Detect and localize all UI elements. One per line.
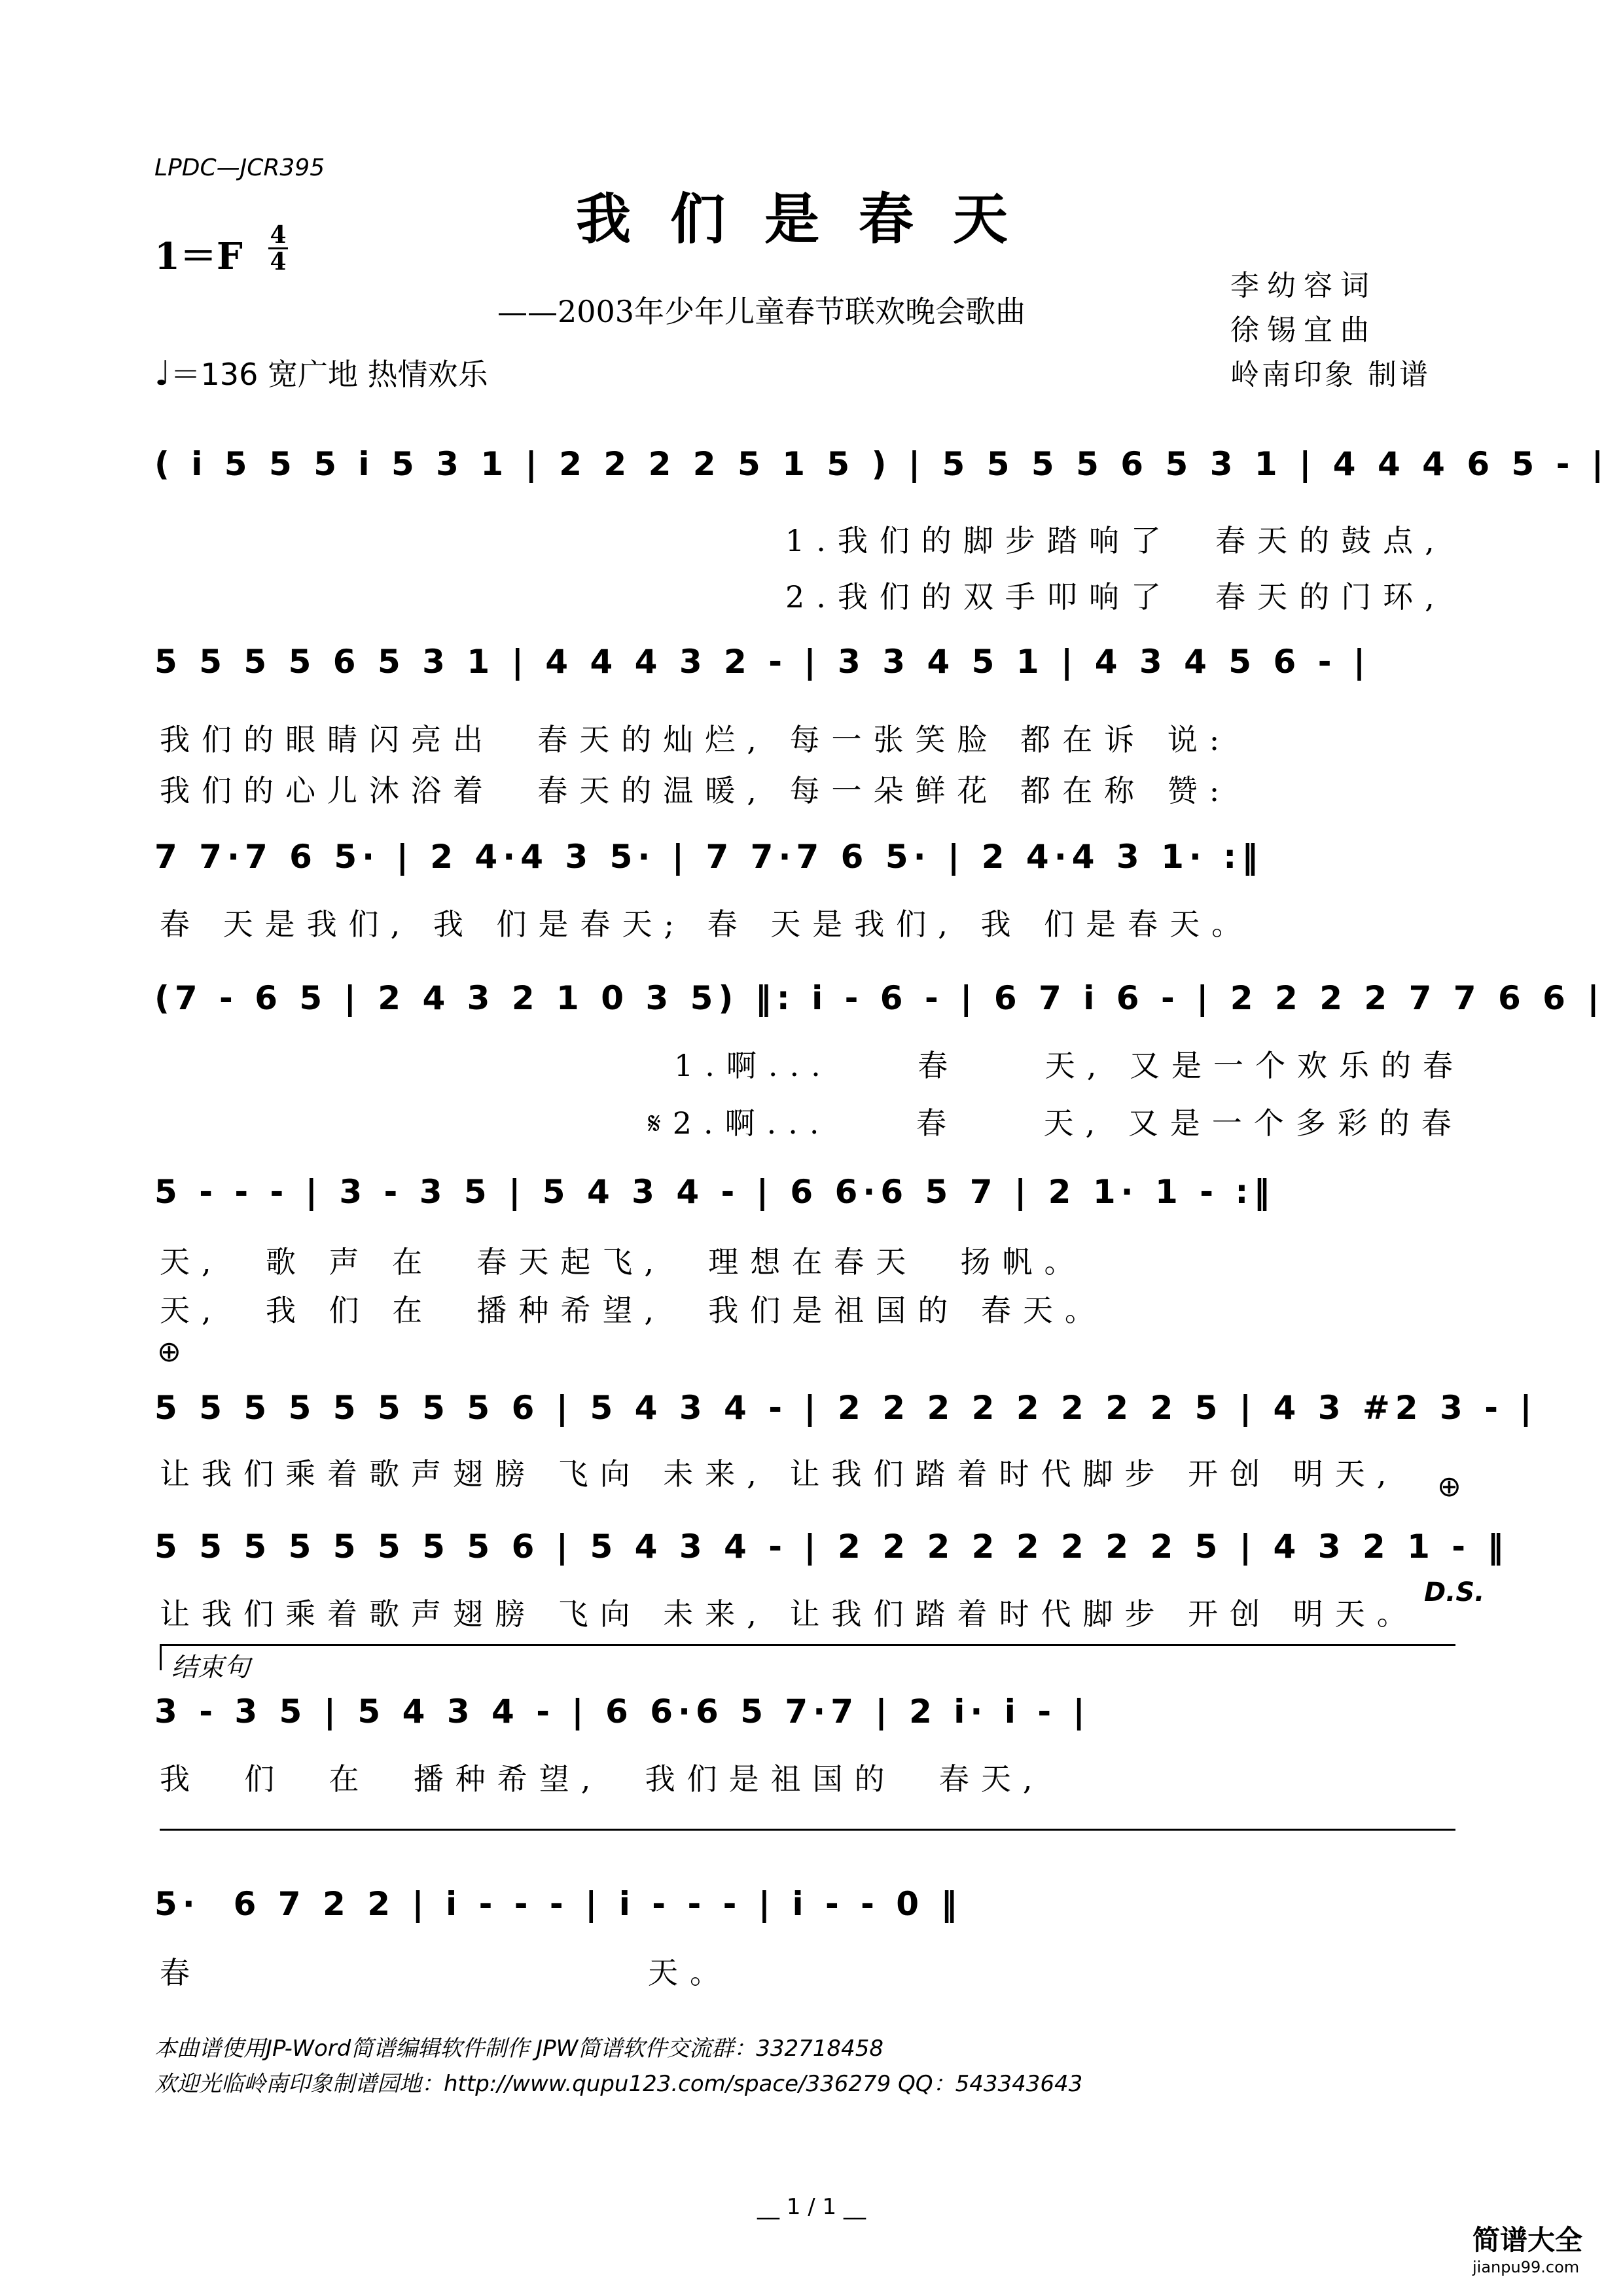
time-signature (268, 223, 288, 274)
lyricist: 李幼容词 (1230, 269, 1377, 302)
arranger: 岭南印象 制谱 (1230, 358, 1431, 391)
footer-line-2: 欢迎光临岭南印象制谱园地：http://www.qupu123.com/space/336279 QQ：543343643 (154, 2071, 1083, 2097)
footer-line-1: 本曲谱使用JP-Word简谱编辑软件制作 JPW简谱软件交流群：332718458 (154, 2036, 883, 2062)
lyrics-row-5-verse-1: 天, 歌 声 在 春天起飞, 理想在春天 扬帆。 (160, 1244, 1086, 1280)
coda-bracket-edge (160, 1644, 162, 1670)
score-code: LPDC—JCR395 (154, 154, 325, 181)
lyrics-row-4-verse-1: 1.啊... 春 天, 又是一个欢乐的春 (674, 1048, 1465, 1083)
lyrics-row-8: 我 们 在 播种希望, 我们是祖国的 春天, (160, 1761, 1044, 1797)
lyrics-row-4-verse-2: 𝄋2.啊... 春 天, 又是一个多彩的春 (648, 1105, 1463, 1141)
time-sig-top: 4 (270, 221, 287, 249)
notes-row-9: 5· 6 7 2 2 | i - - - | i - - - | i - - 0 ‖ (154, 1885, 963, 1923)
lyrics-row-2-verse-2: 我们的心儿沐浴着 春天的温暖, 每一朵鲜花 都在称 赞: (160, 773, 1232, 808)
lyrics-row-9-end: 天。 (648, 1955, 732, 1990)
final-bracket-line (160, 1829, 1455, 1831)
site-logo (1472, 2219, 1582, 2276)
notes-row-2: 5 5 5 5 6 5 3 1 | 4 4 4 3 2 - | 3 3 4 5 1 | 4 3 4 5 6 - | (154, 643, 1371, 681)
notes-row-7: 5 5 5 5 5 5 5 5 6 | 5 4 3 4 - | 2 2 2 2 2 2 2 2 5 | 4 3 2 1 - ‖ (154, 1528, 1509, 1566)
notes-row-4: (7 - 6 5 | 2 4 3 2 1 0 3 5) ‖: i - 6 - | 6 7 i 6 - | 2 2 2 2 7 7 6 6 | (154, 979, 1605, 1017)
notes-row-5: 5 - - - | 3 - 3 5 | 5 4 3 4 - | 6 6·6 5 7 | 2 1· 1 - :‖ (154, 1173, 1275, 1211)
notes-row-1: ( i 5 5 5 i 5 3 1 | 2 2 2 2 5 1 5 ) | 5 5 5 5 6 5 3 1 | 4 4 4 6 5 - | (154, 445, 1609, 483)
lyrics-row-9-start: 春 (160, 1955, 202, 1990)
lyrics-row-2-verse-1: 我们的眼睛闪亮出 春天的灿烂, 每一张笑脸 都在诉 说: (160, 722, 1232, 757)
notes-row-6: 5 5 5 5 5 5 5 5 6 | 5 4 3 4 - | 2 2 2 2 2 2 2 2 5 | 4 3 #2 3 - | (154, 1389, 1537, 1427)
lyrics-row-5-verse-2: 天, 我 们 在 播种希望, 我们是祖国的 春天。 (160, 1293, 1107, 1328)
notes-row-3: 7 7·7 6 5· | 2 4·4 3 5· | 7 7·7 6 5· | 2 4·4 3 1· :‖ (154, 838, 1264, 876)
quarter-note-icon: ♩ (154, 354, 171, 393)
notes-row-8: 3 - 3 5 | 5 4 3 4 - | 6 6·6 5 7·7 | 2 i· i - | (154, 1693, 1090, 1731)
coda-icon: ⊕ (157, 1335, 181, 1369)
coda-label: 结束句 (171, 1653, 250, 1683)
lyrics-row-1-verse-2: 2.我们的双手叩响了 春天的门环, (785, 579, 1446, 615)
tempo-text: ＝136 宽广地 热情欢乐 (170, 357, 488, 392)
coda-bracket-line (160, 1644, 1455, 1646)
composer: 徐锡宜曲 (1230, 314, 1377, 347)
lyrics-row-7: 让我们乘着歌声翅膀 飞向 未来, 让我们踏着时代脚步 开创 明天。 (160, 1596, 1419, 1632)
lyrics-row-3: 春 天是我们, 我 们是春天; 春 天是我们, 我 们是春天。 (160, 906, 1254, 942)
lyrics-row-1-verse-1: 1.我们的脚步踏响了 春天的鼓点, (785, 523, 1446, 558)
page-title: 我们是春天 (575, 187, 1047, 251)
time-sig-bottom: 4 (270, 248, 287, 276)
subtitle: ——2003年少年儿童春节联欢晚会歌曲 (497, 294, 1026, 329)
logo-url: jianpu99.com (1472, 2258, 1580, 2276)
tempo-marking (154, 351, 488, 394)
lyrics-row-6: 让我们乘着歌声翅膀 飞向 未来, 让我们踏着时代脚步 开创 明天, (160, 1456, 1399, 1492)
key-signature: 1＝F (154, 235, 243, 278)
logo-text: 简谱大全 (1472, 2224, 1583, 2256)
dal-segno-marking: D.S. (1424, 1577, 1485, 1607)
page-number: __ 1 / 1 __ (757, 2194, 866, 2220)
coda-icon-2: ⊕ (1437, 1470, 1461, 1503)
